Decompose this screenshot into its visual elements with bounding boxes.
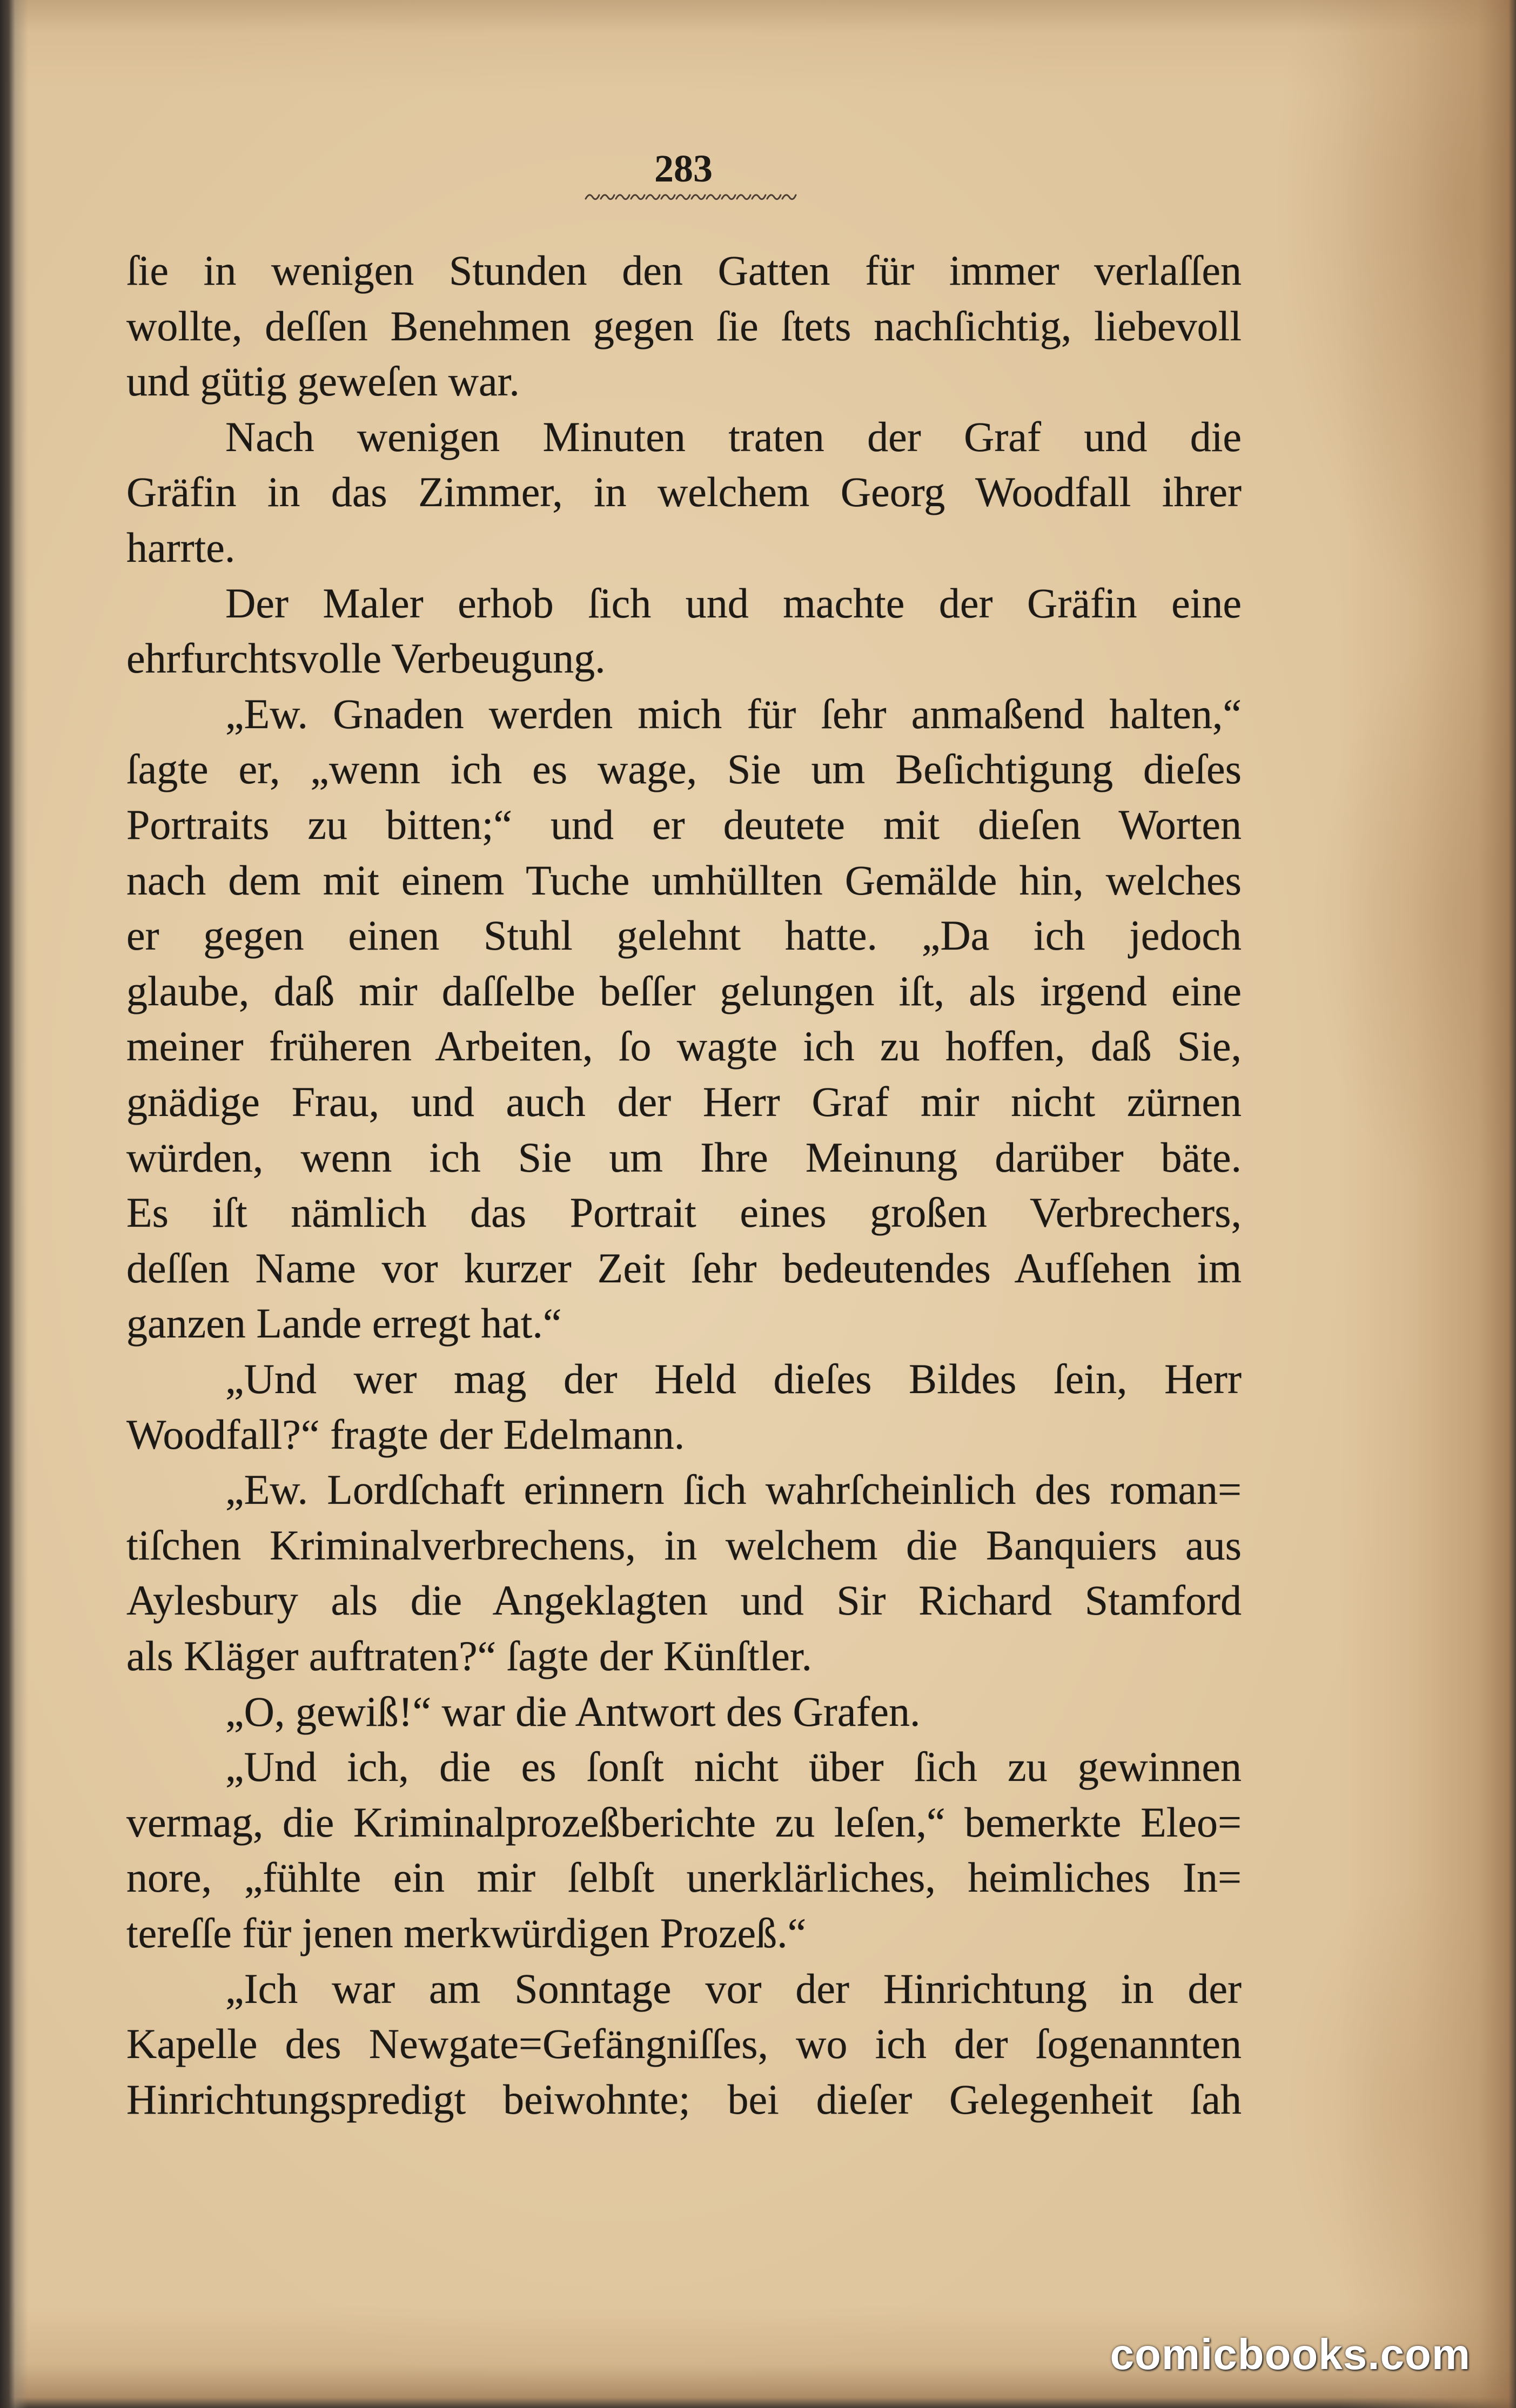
text-line: deſſen Name vor kurzer Zeit ſehr bedeutendes Aufſehen im xyxy=(126,1244,1242,1292)
text-line: Aylesbury als die Angeklagten und Sir Richard Stamford xyxy=(126,1577,1242,1624)
text-line: gnädige Frau, und auch der Herr Graf mir nicht zürnen xyxy=(126,1078,1242,1125)
text-line: nach dem mit einem Tuche umhüllten Gemälde hin, welches xyxy=(126,856,1242,904)
text-line: ganzen Lande erregt hat.“ xyxy=(126,1300,562,1347)
text-line: Nach wenigen Minuten traten der Graf und die xyxy=(225,413,1242,460)
text-line: Hinrichtungspredigt beiwohnte; bei dieſer Gelegenheit ſah xyxy=(126,2075,1242,2123)
text-line: ſie in wenigen Stunden den Gatten für immer verlaſſen xyxy=(126,247,1242,294)
text-line: Gräfin in das Zimmer, in welchem Georg Woodfall ihrer xyxy=(126,468,1242,516)
text-line: als Kläger auftraten?“ ſagte der Künſtler. xyxy=(126,1632,813,1679)
text-line: „O, gewiß!“ war die Antwort des Grafen. xyxy=(225,1687,921,1735)
text-line: ehrfurchtsvolle Verbeugung. xyxy=(126,635,606,682)
text-line: nore, „fühlte ein mir ſelbſt unerklärliches, heimliches In= xyxy=(126,1854,1242,1901)
text-line: meiner früheren Arbeiten, ſo wagte ich zu hoffen, daß Sie, xyxy=(126,1023,1242,1070)
text-line: wollte, deſſen Benehmen gegen ſie ſtets nachſichtig, liebevoll xyxy=(126,302,1242,349)
text-line: Portraits zu bitten;“ und er deutete mit dieſen Worten xyxy=(126,801,1242,848)
text-line: tereſſe für jenen merkwürdigen Prozeß.“ xyxy=(126,1909,807,1956)
text-line: „Ew. Gnaden werden mich für ſehr anmaßend halten,“ xyxy=(225,690,1242,737)
text-line: Kapelle des Newgate=Gefängniſſes, wo ich der ſogenannten xyxy=(126,2020,1242,2068)
text-line: „Und ich, die es ſonſt nicht über ſich zu gewinnen xyxy=(225,1743,1242,1791)
watermark: comicbooks.com xyxy=(1110,2330,1471,2378)
text-line: tiſchen Kriminalverbrechens, in welchem die Banquiers aus xyxy=(126,1521,1242,1569)
text-line: ſagte er, „wenn ich es wage, Sie um Beſichtigung dieſes xyxy=(126,745,1242,793)
text-line: Es iſt nämlich das Portrait eines großen Verbrechers, xyxy=(126,1189,1242,1236)
text-line: harrte. xyxy=(126,524,236,571)
text-line: er gegen einen Stuhl gelehnt hatte. „Da ich jedoch xyxy=(126,912,1242,959)
page-number: 283 xyxy=(654,147,713,190)
text-line: Woodfall?“ fragte der Edelmann. xyxy=(126,1410,685,1458)
text-line: würden, wenn ich Sie um Ihre Meinung darüber bäte. xyxy=(126,1133,1242,1181)
text-line: vermag, die Kriminalprozeßberichte zu leſen,“ bemerkte Eleo= xyxy=(126,1798,1242,1846)
text-line: Der Maler erhob ſich und machte der Gräfin eine xyxy=(225,579,1242,627)
text-line: und gütig geweſen war. xyxy=(126,358,520,405)
text-line: „Und wer mag der Held dieſes Bildes ſein, Herr xyxy=(225,1355,1242,1402)
text-line: „Ew. Lordſchaft erinnern ſich wahrſcheinlich des roman= xyxy=(225,1466,1242,1514)
text-line: glaube, daß mir daſſelbe beſſer gelungen iſt, als irgend eine xyxy=(126,967,1242,1014)
text-line: „Ich war am Sonntage vor der Hinrichtung in der xyxy=(225,1965,1242,2012)
body-text xyxy=(126,0,1242,2408)
